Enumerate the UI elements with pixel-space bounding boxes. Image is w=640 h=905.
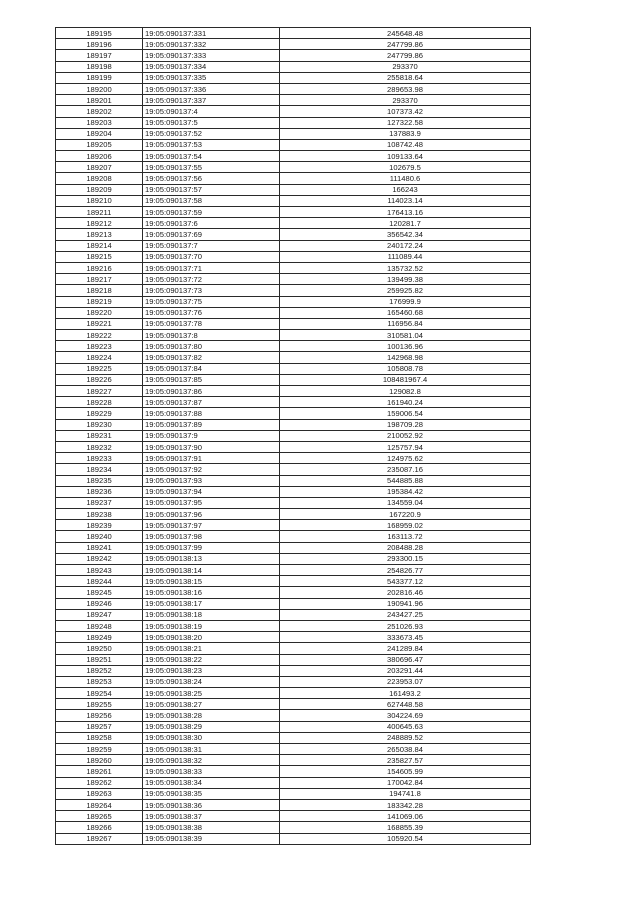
value-cell: 544885.88 (280, 475, 531, 486)
row-id-cell: 189237 (56, 497, 143, 508)
value-cell: 248889.52 (280, 732, 531, 743)
value-cell: 259925.82 (280, 285, 531, 296)
table-row (56, 374, 531, 385)
value-cell: 105808.78 (280, 363, 531, 374)
cadastral-number-cell: 19:05:090137:90 (143, 441, 280, 452)
row-id-cell: 189234 (56, 464, 143, 475)
table-row (56, 643, 531, 654)
value-cell: 134559.04 (280, 497, 531, 508)
value-cell: 168959.02 (280, 520, 531, 531)
table-row (56, 318, 531, 329)
table-row (56, 464, 531, 475)
table-row (56, 95, 531, 106)
row-id-cell: 189255 (56, 699, 143, 710)
row-id-cell: 189228 (56, 397, 143, 408)
table-row (56, 766, 531, 777)
row-id-cell: 189267 (56, 833, 143, 844)
value-cell: 120281.7 (280, 218, 531, 229)
table-row (56, 486, 531, 497)
table-row (56, 598, 531, 609)
table-row (56, 83, 531, 94)
cadastral-number-cell: 19:05:090138:22 (143, 654, 280, 665)
value-cell: 202816.46 (280, 587, 531, 598)
table-row (56, 39, 531, 50)
cadastral-number-cell: 19:05:090137:72 (143, 274, 280, 285)
row-id-cell: 189245 (56, 587, 143, 598)
row-id-cell: 189202 (56, 106, 143, 117)
row-id-cell: 189216 (56, 262, 143, 273)
cadastral-number-cell: 19:05:090138:35 (143, 788, 280, 799)
value-cell: 183342.28 (280, 799, 531, 810)
table-row (56, 72, 531, 83)
row-id-cell: 189260 (56, 755, 143, 766)
row-id-cell: 189233 (56, 453, 143, 464)
cadastral-number-cell: 19:05:090137:58 (143, 195, 280, 206)
value-cell: 194741.8 (280, 788, 531, 799)
table-row (56, 833, 531, 844)
cadastral-number-cell: 19:05:090137:84 (143, 363, 280, 374)
table-row (56, 363, 531, 374)
cadastral-number-cell: 19:05:090137:5 (143, 117, 280, 128)
value-cell: 141069.06 (280, 811, 531, 822)
row-id-cell: 189257 (56, 721, 143, 732)
value-cell: 127322.58 (280, 117, 531, 128)
table-row (56, 430, 531, 441)
value-cell: 310581.04 (280, 330, 531, 341)
value-cell: 108742.48 (280, 139, 531, 150)
value-cell: 293370 (280, 61, 531, 72)
cadastral-number-cell: 19:05:090138:25 (143, 688, 280, 699)
table-row (56, 218, 531, 229)
value-cell: 243427.25 (280, 609, 531, 620)
cadastral-number-cell: 19:05:090137:91 (143, 453, 280, 464)
value-cell: 125757.94 (280, 441, 531, 452)
cadastral-number-cell: 19:05:090137:8 (143, 330, 280, 341)
table-row (56, 106, 531, 117)
cadastral-number-cell: 19:05:090138:17 (143, 598, 280, 609)
row-id-cell: 189229 (56, 408, 143, 419)
table-row (56, 799, 531, 810)
row-id-cell: 189197 (56, 50, 143, 61)
cadastral-number-cell: 19:05:090137:52 (143, 128, 280, 139)
cadastral-number-cell: 19:05:090137:94 (143, 486, 280, 497)
row-id-cell: 189207 (56, 162, 143, 173)
value-cell: 105920.54 (280, 833, 531, 844)
value-cell: 380696.47 (280, 654, 531, 665)
row-id-cell: 189241 (56, 542, 143, 553)
value-cell: 168855.39 (280, 822, 531, 833)
table-body (56, 28, 531, 845)
table-row (56, 229, 531, 240)
value-cell: 293370 (280, 95, 531, 106)
cadastral-number-cell: 19:05:090137:69 (143, 229, 280, 240)
cadastral-number-cell: 19:05:090137:334 (143, 61, 280, 72)
cadastral-number-cell: 19:05:090138:29 (143, 721, 280, 732)
row-id-cell: 189213 (56, 229, 143, 240)
row-id-cell: 189195 (56, 28, 143, 39)
cadastral-number-cell: 19:05:090138:14 (143, 565, 280, 576)
cadastral-number-cell: 19:05:090137:70 (143, 251, 280, 262)
value-cell: 245648.48 (280, 28, 531, 39)
row-id-cell: 189205 (56, 139, 143, 150)
value-cell: 254826.77 (280, 565, 531, 576)
table-row (56, 688, 531, 699)
value-cell: 176413.16 (280, 207, 531, 218)
row-id-cell: 189201 (56, 95, 143, 106)
table-row (56, 352, 531, 363)
row-id-cell: 189238 (56, 509, 143, 520)
cadastral-number-cell: 19:05:090138:32 (143, 755, 280, 766)
table-row (56, 531, 531, 542)
value-cell: 107373.42 (280, 106, 531, 117)
value-cell: 111089.44 (280, 251, 531, 262)
table-row (56, 184, 531, 195)
row-id-cell: 189199 (56, 72, 143, 83)
table-row (56, 777, 531, 788)
value-cell: 165460.68 (280, 307, 531, 318)
row-id-cell: 189208 (56, 173, 143, 184)
value-cell: 356542.34 (280, 229, 531, 240)
row-id-cell: 189231 (56, 430, 143, 441)
row-id-cell: 189225 (56, 363, 143, 374)
row-id-cell: 189232 (56, 441, 143, 452)
value-cell: 166243 (280, 184, 531, 195)
table-row (56, 509, 531, 520)
value-cell: 251026.93 (280, 620, 531, 631)
value-cell: 139499.38 (280, 274, 531, 285)
row-id-cell: 189217 (56, 274, 143, 285)
value-cell: 111480.6 (280, 173, 531, 184)
cadastral-number-cell: 19:05:090138:19 (143, 620, 280, 631)
table-row (56, 162, 531, 173)
table-row (56, 274, 531, 285)
value-cell: 116956.84 (280, 318, 531, 329)
cadastral-number-cell: 19:05:090138:16 (143, 587, 280, 598)
cadastral-number-cell: 19:05:090137:59 (143, 207, 280, 218)
table-row (56, 453, 531, 464)
table-row (56, 475, 531, 486)
value-cell: 241289.84 (280, 643, 531, 654)
cadastral-number-cell: 19:05:090138:18 (143, 609, 280, 620)
cadastral-number-cell: 19:05:090137:4 (143, 106, 280, 117)
cadastral-number-cell: 19:05:090137:7 (143, 240, 280, 251)
cadastral-number-cell: 19:05:090138:20 (143, 632, 280, 643)
row-id-cell: 189220 (56, 307, 143, 318)
value-cell: 247799.86 (280, 39, 531, 50)
cadastral-number-cell: 19:05:090137:55 (143, 162, 280, 173)
row-id-cell: 189244 (56, 576, 143, 587)
table-row (56, 632, 531, 643)
row-id-cell: 189203 (56, 117, 143, 128)
value-cell: 108481967.4 (280, 374, 531, 385)
row-id-cell: 189261 (56, 766, 143, 777)
table-row (56, 28, 531, 39)
value-cell: 235827.57 (280, 755, 531, 766)
value-cell: 142968.98 (280, 352, 531, 363)
cadastral-number-cell: 19:05:090138:30 (143, 732, 280, 743)
row-id-cell: 189209 (56, 184, 143, 195)
row-id-cell: 189200 (56, 83, 143, 94)
row-id-cell: 189239 (56, 520, 143, 531)
value-cell: 247799.86 (280, 50, 531, 61)
row-id-cell: 189210 (56, 195, 143, 206)
cadastral-number-cell: 19:05:090138:15 (143, 576, 280, 587)
row-id-cell: 189235 (56, 475, 143, 486)
cadastral-number-cell: 19:05:090137:88 (143, 408, 280, 419)
row-id-cell: 189248 (56, 620, 143, 631)
table-row (56, 788, 531, 799)
table-row (56, 61, 531, 72)
table-row (56, 665, 531, 676)
table-row (56, 542, 531, 553)
row-id-cell: 189243 (56, 565, 143, 576)
row-id-cell: 189206 (56, 151, 143, 162)
cadastral-number-cell: 19:05:090137:336 (143, 83, 280, 94)
row-id-cell: 189222 (56, 330, 143, 341)
cadastral-number-cell: 19:05:090137:75 (143, 296, 280, 307)
cadastral-number-cell: 19:05:090138:21 (143, 643, 280, 654)
table-row (56, 441, 531, 452)
cadastral-number-cell: 19:05:090138:33 (143, 766, 280, 777)
row-id-cell: 189262 (56, 777, 143, 788)
cadastral-number-cell: 19:05:090138:31 (143, 744, 280, 755)
row-id-cell: 189211 (56, 207, 143, 218)
row-id-cell: 189242 (56, 553, 143, 564)
value-cell: 333673.45 (280, 632, 531, 643)
value-cell: 109133.64 (280, 151, 531, 162)
value-cell: 210052.92 (280, 430, 531, 441)
cadastral-number-cell: 19:05:090137:98 (143, 531, 280, 542)
value-cell: 102679.5 (280, 162, 531, 173)
table-row (56, 408, 531, 419)
value-cell: 176999.9 (280, 296, 531, 307)
value-cell: 170042.84 (280, 777, 531, 788)
table-row (56, 307, 531, 318)
row-id-cell: 189246 (56, 598, 143, 609)
row-id-cell: 189236 (56, 486, 143, 497)
cadastral-number-cell: 19:05:090137:73 (143, 285, 280, 296)
cadastral-number-cell: 19:05:090137:80 (143, 341, 280, 352)
table-row (56, 262, 531, 273)
row-id-cell: 189263 (56, 788, 143, 799)
table-row (56, 195, 531, 206)
row-id-cell: 189215 (56, 251, 143, 262)
value-cell: 135732.52 (280, 262, 531, 273)
value-cell: 543377.12 (280, 576, 531, 587)
table-row (56, 251, 531, 262)
table-row (56, 207, 531, 218)
table-row (56, 151, 531, 162)
row-id-cell: 189250 (56, 643, 143, 654)
cadastral-number-cell: 19:05:090137:332 (143, 39, 280, 50)
row-id-cell: 189198 (56, 61, 143, 72)
value-cell: 137883.9 (280, 128, 531, 139)
cadastral-number-cell: 19:05:090137:6 (143, 218, 280, 229)
cadastral-number-cell: 19:05:090137:333 (143, 50, 280, 61)
row-id-cell: 189247 (56, 609, 143, 620)
cadastral-number-cell: 19:05:090137:9 (143, 430, 280, 441)
cadastral-number-cell: 19:05:090137:89 (143, 419, 280, 430)
cadastral-number-cell: 19:05:090137:57 (143, 184, 280, 195)
row-id-cell: 189254 (56, 688, 143, 699)
table-row (56, 397, 531, 408)
table-row (56, 553, 531, 564)
row-id-cell: 189226 (56, 374, 143, 385)
table-row (56, 497, 531, 508)
table-row (56, 699, 531, 710)
cadastral-number-cell: 19:05:090137:95 (143, 497, 280, 508)
value-cell: 223953.07 (280, 676, 531, 687)
value-cell: 400645.63 (280, 721, 531, 732)
value-cell: 255818.64 (280, 72, 531, 83)
row-id-cell: 189196 (56, 39, 143, 50)
cadastral-number-cell: 19:05:090137:96 (143, 509, 280, 520)
table-row (56, 755, 531, 766)
table-row (56, 128, 531, 139)
table-row (56, 609, 531, 620)
value-cell: 161940.24 (280, 397, 531, 408)
value-cell: 198709.28 (280, 419, 531, 430)
value-cell: 304224.69 (280, 710, 531, 721)
table-row (56, 676, 531, 687)
row-id-cell: 189223 (56, 341, 143, 352)
value-cell: 293300.15 (280, 553, 531, 564)
row-id-cell: 189259 (56, 744, 143, 755)
row-id-cell: 189264 (56, 799, 143, 810)
table-row (56, 386, 531, 397)
table-row (56, 285, 531, 296)
table-row (56, 710, 531, 721)
cadastral-number-cell: 19:05:090137:54 (143, 151, 280, 162)
value-cell: 289653.98 (280, 83, 531, 94)
row-id-cell: 189251 (56, 654, 143, 665)
row-id-cell: 189230 (56, 419, 143, 430)
value-cell: 159006.54 (280, 408, 531, 419)
value-cell: 167220.9 (280, 509, 531, 520)
cadastral-number-cell: 19:05:090137:56 (143, 173, 280, 184)
row-id-cell: 189240 (56, 531, 143, 542)
value-cell: 235087.16 (280, 464, 531, 475)
table-row (56, 811, 531, 822)
table-row (56, 520, 531, 531)
table-row (56, 822, 531, 833)
row-id-cell: 189252 (56, 665, 143, 676)
table-row (56, 419, 531, 430)
value-cell: 129082.8 (280, 386, 531, 397)
table-row (56, 620, 531, 631)
cadastral-number-cell: 19:05:090138:24 (143, 676, 280, 687)
row-id-cell: 189265 (56, 811, 143, 822)
value-cell: 124975.62 (280, 453, 531, 464)
row-id-cell: 189204 (56, 128, 143, 139)
table-row (56, 587, 531, 598)
row-id-cell: 189219 (56, 296, 143, 307)
cadastral-number-cell: 19:05:090138:34 (143, 777, 280, 788)
row-id-cell: 189258 (56, 732, 143, 743)
cadastral-number-cell: 19:05:090137:86 (143, 386, 280, 397)
cadastral-number-cell: 19:05:090137:53 (143, 139, 280, 150)
table-row (56, 296, 531, 307)
value-cell: 100136.96 (280, 341, 531, 352)
value-cell: 627448.58 (280, 699, 531, 710)
row-id-cell: 189212 (56, 218, 143, 229)
cadastral-number-cell: 19:05:090137:92 (143, 464, 280, 475)
value-cell: 154605.99 (280, 766, 531, 777)
cadastral-number-cell: 19:05:090137:331 (143, 28, 280, 39)
cadastral-number-cell: 19:05:090137:85 (143, 374, 280, 385)
cadastral-number-cell: 19:05:090137:99 (143, 542, 280, 553)
cadastral-number-cell: 19:05:090138:38 (143, 822, 280, 833)
cadastral-number-cell: 19:05:090138:36 (143, 799, 280, 810)
value-cell: 195384.42 (280, 486, 531, 497)
cadastral-number-cell: 19:05:090137:93 (143, 475, 280, 486)
row-id-cell: 189256 (56, 710, 143, 721)
value-cell: 163113.72 (280, 531, 531, 542)
cadastral-number-cell: 19:05:090137:78 (143, 318, 280, 329)
row-id-cell: 189227 (56, 386, 143, 397)
table-row (56, 732, 531, 743)
table-row (56, 744, 531, 755)
cadastral-number-cell: 19:05:090137:71 (143, 262, 280, 273)
cadastral-number-cell: 19:05:090137:87 (143, 397, 280, 408)
row-id-cell: 189214 (56, 240, 143, 251)
value-cell: 208488.28 (280, 542, 531, 553)
table-row (56, 654, 531, 665)
table-row (56, 330, 531, 341)
cadastral-number-cell: 19:05:090138:27 (143, 699, 280, 710)
row-id-cell: 189218 (56, 285, 143, 296)
cadastral-number-cell: 19:05:090137:82 (143, 352, 280, 363)
table-row (56, 240, 531, 251)
table-row (56, 341, 531, 352)
value-cell: 240172.24 (280, 240, 531, 251)
cadastral-number-cell: 19:05:090137:337 (143, 95, 280, 106)
value-cell: 265038.84 (280, 744, 531, 755)
table-row (56, 721, 531, 732)
value-cell: 190941.96 (280, 598, 531, 609)
row-id-cell: 189266 (56, 822, 143, 833)
row-id-cell: 189249 (56, 632, 143, 643)
cadastral-number-cell: 19:05:090138:23 (143, 665, 280, 676)
table-row (56, 50, 531, 61)
table-row (56, 117, 531, 128)
table-row (56, 139, 531, 150)
data-table (55, 27, 531, 845)
row-id-cell: 189221 (56, 318, 143, 329)
table-row (56, 576, 531, 587)
value-cell: 203291.44 (280, 665, 531, 676)
cadastral-number-cell: 19:05:090137:97 (143, 520, 280, 531)
row-id-cell: 189224 (56, 352, 143, 363)
cadastral-number-cell: 19:05:090138:28 (143, 710, 280, 721)
value-cell: 161493.2 (280, 688, 531, 699)
cadastral-number-cell: 19:05:090137:76 (143, 307, 280, 318)
cadastral-number-cell: 19:05:090138:13 (143, 553, 280, 564)
cadastral-number-cell: 19:05:090138:39 (143, 833, 280, 844)
cadastral-number-cell: 19:05:090137:335 (143, 72, 280, 83)
table-row (56, 565, 531, 576)
cadastral-number-cell: 19:05:090138:37 (143, 811, 280, 822)
table-row (56, 173, 531, 184)
row-id-cell: 189253 (56, 676, 143, 687)
value-cell: 114023.14 (280, 195, 531, 206)
